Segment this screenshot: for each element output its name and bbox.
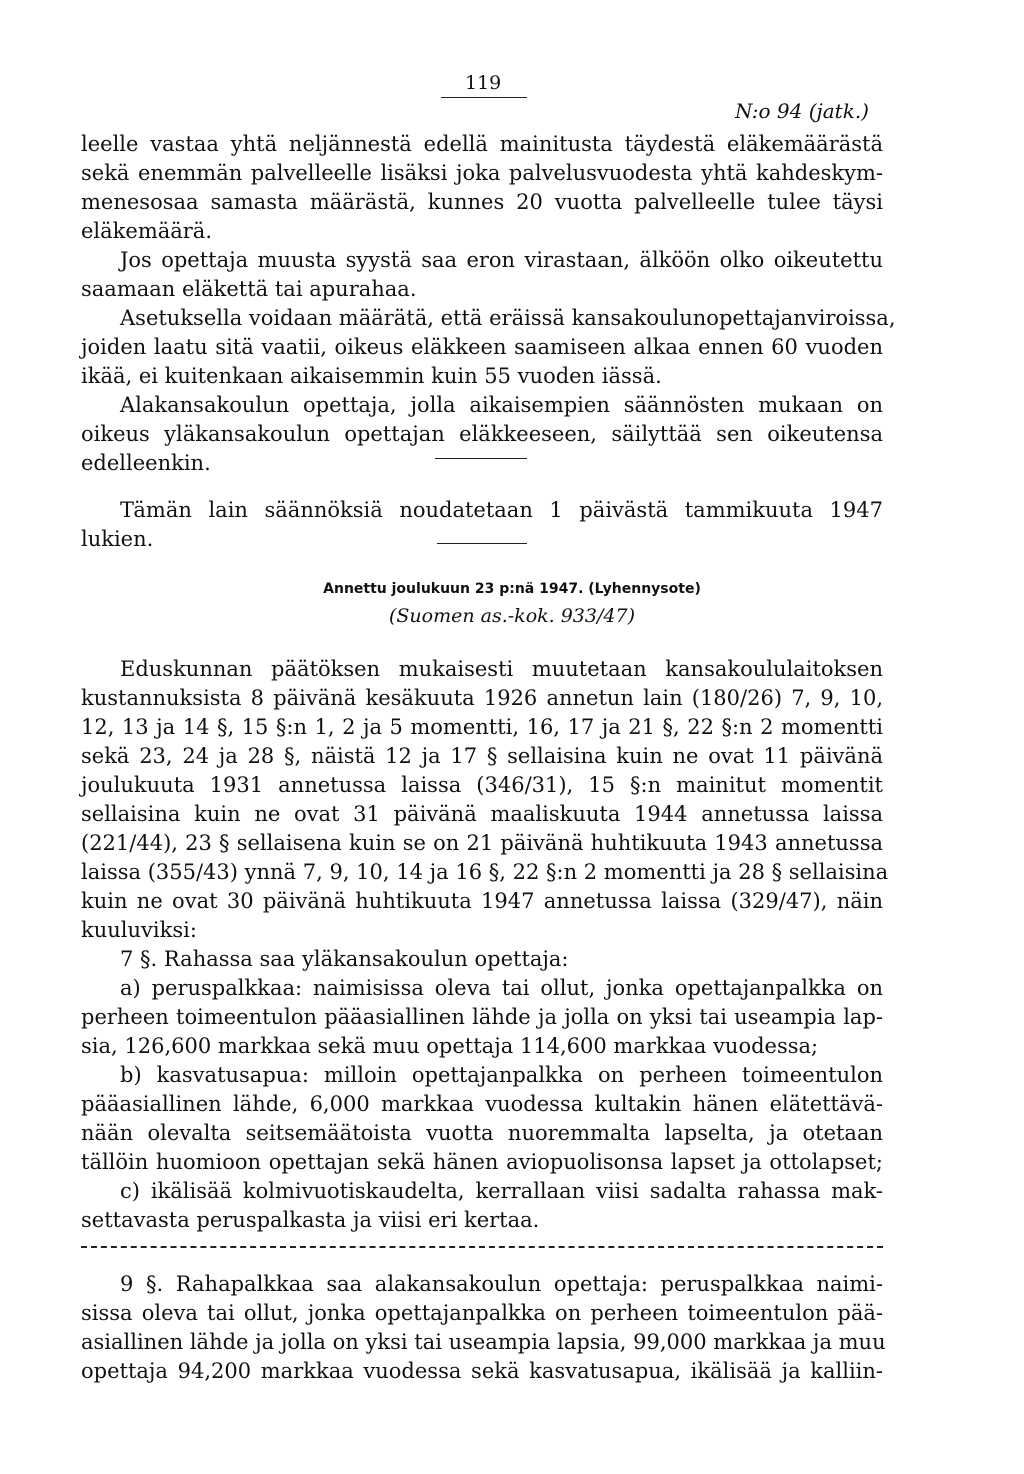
continuation-label: N:o 94 (jatk.) — [735, 99, 869, 123]
text-line: kuuluviksi: — [81, 918, 197, 942]
source-reference: (Suomen as.-kok. 933/47) — [389, 605, 635, 627]
text-line: eläkemäärä. — [81, 219, 213, 243]
text-line: Alakansakoulun opettaja, jolla aikaisempien säännösten mukaan on — [120, 393, 883, 417]
text-line: edelleenkin. — [81, 451, 211, 475]
section-rule — [435, 458, 527, 459]
text-line: pääasiallinen lähde, 6,000 markkaa vuodessa kultakin hänen elätettävä- — [81, 1092, 883, 1116]
text-line: (221/44), 23 § sellaisena kuin se on 21 päivänä huhtikuuta 1943 annetussa — [81, 831, 883, 855]
text-line: laissa (355/43) ynnä 7, 9, 10, 14 ja 16 §, 22 §:n 2 momentti ja 28 § sellaisina — [81, 860, 889, 884]
text-line: c) ikälisää kolmivuotiskaudelta, kerrallaan viisi sadalta rahassa mak- — [120, 1179, 883, 1203]
text-line: sekä enemmän palvelleelle lisäksi joka palvelusvuodesta yhtä kahdeskym- — [81, 161, 883, 185]
page-number-rule — [441, 97, 527, 98]
text-line: sellaisina kuin ne ovat 31 päivänä maaliskuuta 1944 annetussa laissa — [81, 802, 883, 826]
text-line: joulukuuta 1931 annetussa laissa (346/31), 15 §:n mainitut momentit — [81, 773, 883, 797]
text-line: asiallinen lähde ja jolla on yksi tai useampia lapsia, 99,000 markkaa ja muu — [81, 1330, 886, 1354]
omission-dashed-rule — [81, 1246, 883, 1248]
text-line: settavasta peruspalkasta ja viisi eri kertaa. — [81, 1208, 540, 1232]
text-line: Jos opettaja muusta syystä saa eron virastaan, älköön olko oikeutettu — [120, 248, 883, 272]
text-line: 9 §. Rahapalkkaa saa alakansakoulun opettaja: peruspalkkaa naimi- — [120, 1272, 883, 1296]
text-line: perheen toimeentulon pääasiallinen lähde ja jolla on yksi tai useampia lap- — [81, 1005, 883, 1029]
page-number: 119 — [465, 72, 502, 94]
text-line: sia, 126,600 markkaa sekä muu opettaja 114,600 markkaa vuodessa; — [81, 1034, 819, 1058]
text-line: joiden laatu sitä vaatii, oikeus eläkkeen saamiseen alkaa ennen 60 vuoden — [81, 335, 883, 359]
text-line: kuin ne ovat 30 päivänä huhtikuuta 1947 annetussa laissa (329/47), näin — [81, 889, 883, 913]
text-line: Eduskunnan päätöksen mukaisesti muutetaan kansakoululaitoksen — [120, 657, 883, 681]
text-line: saamaan eläkettä tai apurahaa. — [81, 277, 417, 301]
text-line: kustannuksista 8 päivänä kesäkuuta 1926 annetun lain (180/26) 7, 9, 10, — [81, 686, 883, 710]
text-line: Asetuksella voidaan määrätä, että eräissä kansakoulunopettajanviroissa, — [120, 306, 896, 330]
text-line: opettaja 94,200 markkaa vuodessa sekä kasvatusapua, ikälisää ja kalliin- — [81, 1359, 883, 1383]
text-line: 12, 13 ja 14 §, 15 §:n 1, 2 ja 5 momentti, 16, 17 ja 21 §, 22 §:n 2 momentti — [81, 715, 883, 739]
act-heading: Annettu joulukuun 23 p:nä 1947. (Lyhennysote) — [323, 581, 701, 597]
text-line: oikeus yläkansakoulun opettajan eläkkeeseen, säilyttää sen oikeutensa — [81, 422, 883, 446]
text-line: b) kasvatusapua: milloin opettajanpalkka on perheen toimeentulon — [120, 1063, 883, 1087]
text-line: a) peruspalkkaa: naimisissa oleva tai ollut, jonka opettajanpalkka on — [120, 976, 883, 1000]
text-line: tällöin huomioon opettajan sekä hänen aviopuolisonsa lapset ja ottolapset; — [81, 1150, 883, 1174]
text-line: lukien. — [81, 527, 154, 551]
text-line: leelle vastaa yhtä neljännestä edellä mainitusta täydestä eläkemäärästä — [81, 132, 883, 156]
section-rule — [437, 543, 527, 544]
text-line: menesosaa samasta määrästä, kunnes 20 vuotta palvelleelle tulee täysi — [81, 190, 883, 214]
text-line: Tämän lain säännöksiä noudatetaan 1 päivästä tammikuuta 1947 — [120, 498, 883, 522]
text-line: ikää, ei kuitenkaan aikaisemmin kuin 55 vuoden iässä. — [81, 364, 662, 388]
text-line: nään olevalta seitsemäätoista vuotta nuoremmalta lapselta, ja otetaan — [81, 1121, 883, 1145]
text-line: sekä 23, 24 ja 28 §, näistä 12 ja 17 § sellaisina kuin ne ovat 11 päivänä — [81, 744, 883, 768]
text-line: 7 §. Rahassa saa yläkansakoulun opettaja: — [120, 947, 569, 971]
text-line: sissa oleva tai ollut, jonka opettajanpalkka on perheen toimeentulon pää- — [81, 1301, 883, 1325]
